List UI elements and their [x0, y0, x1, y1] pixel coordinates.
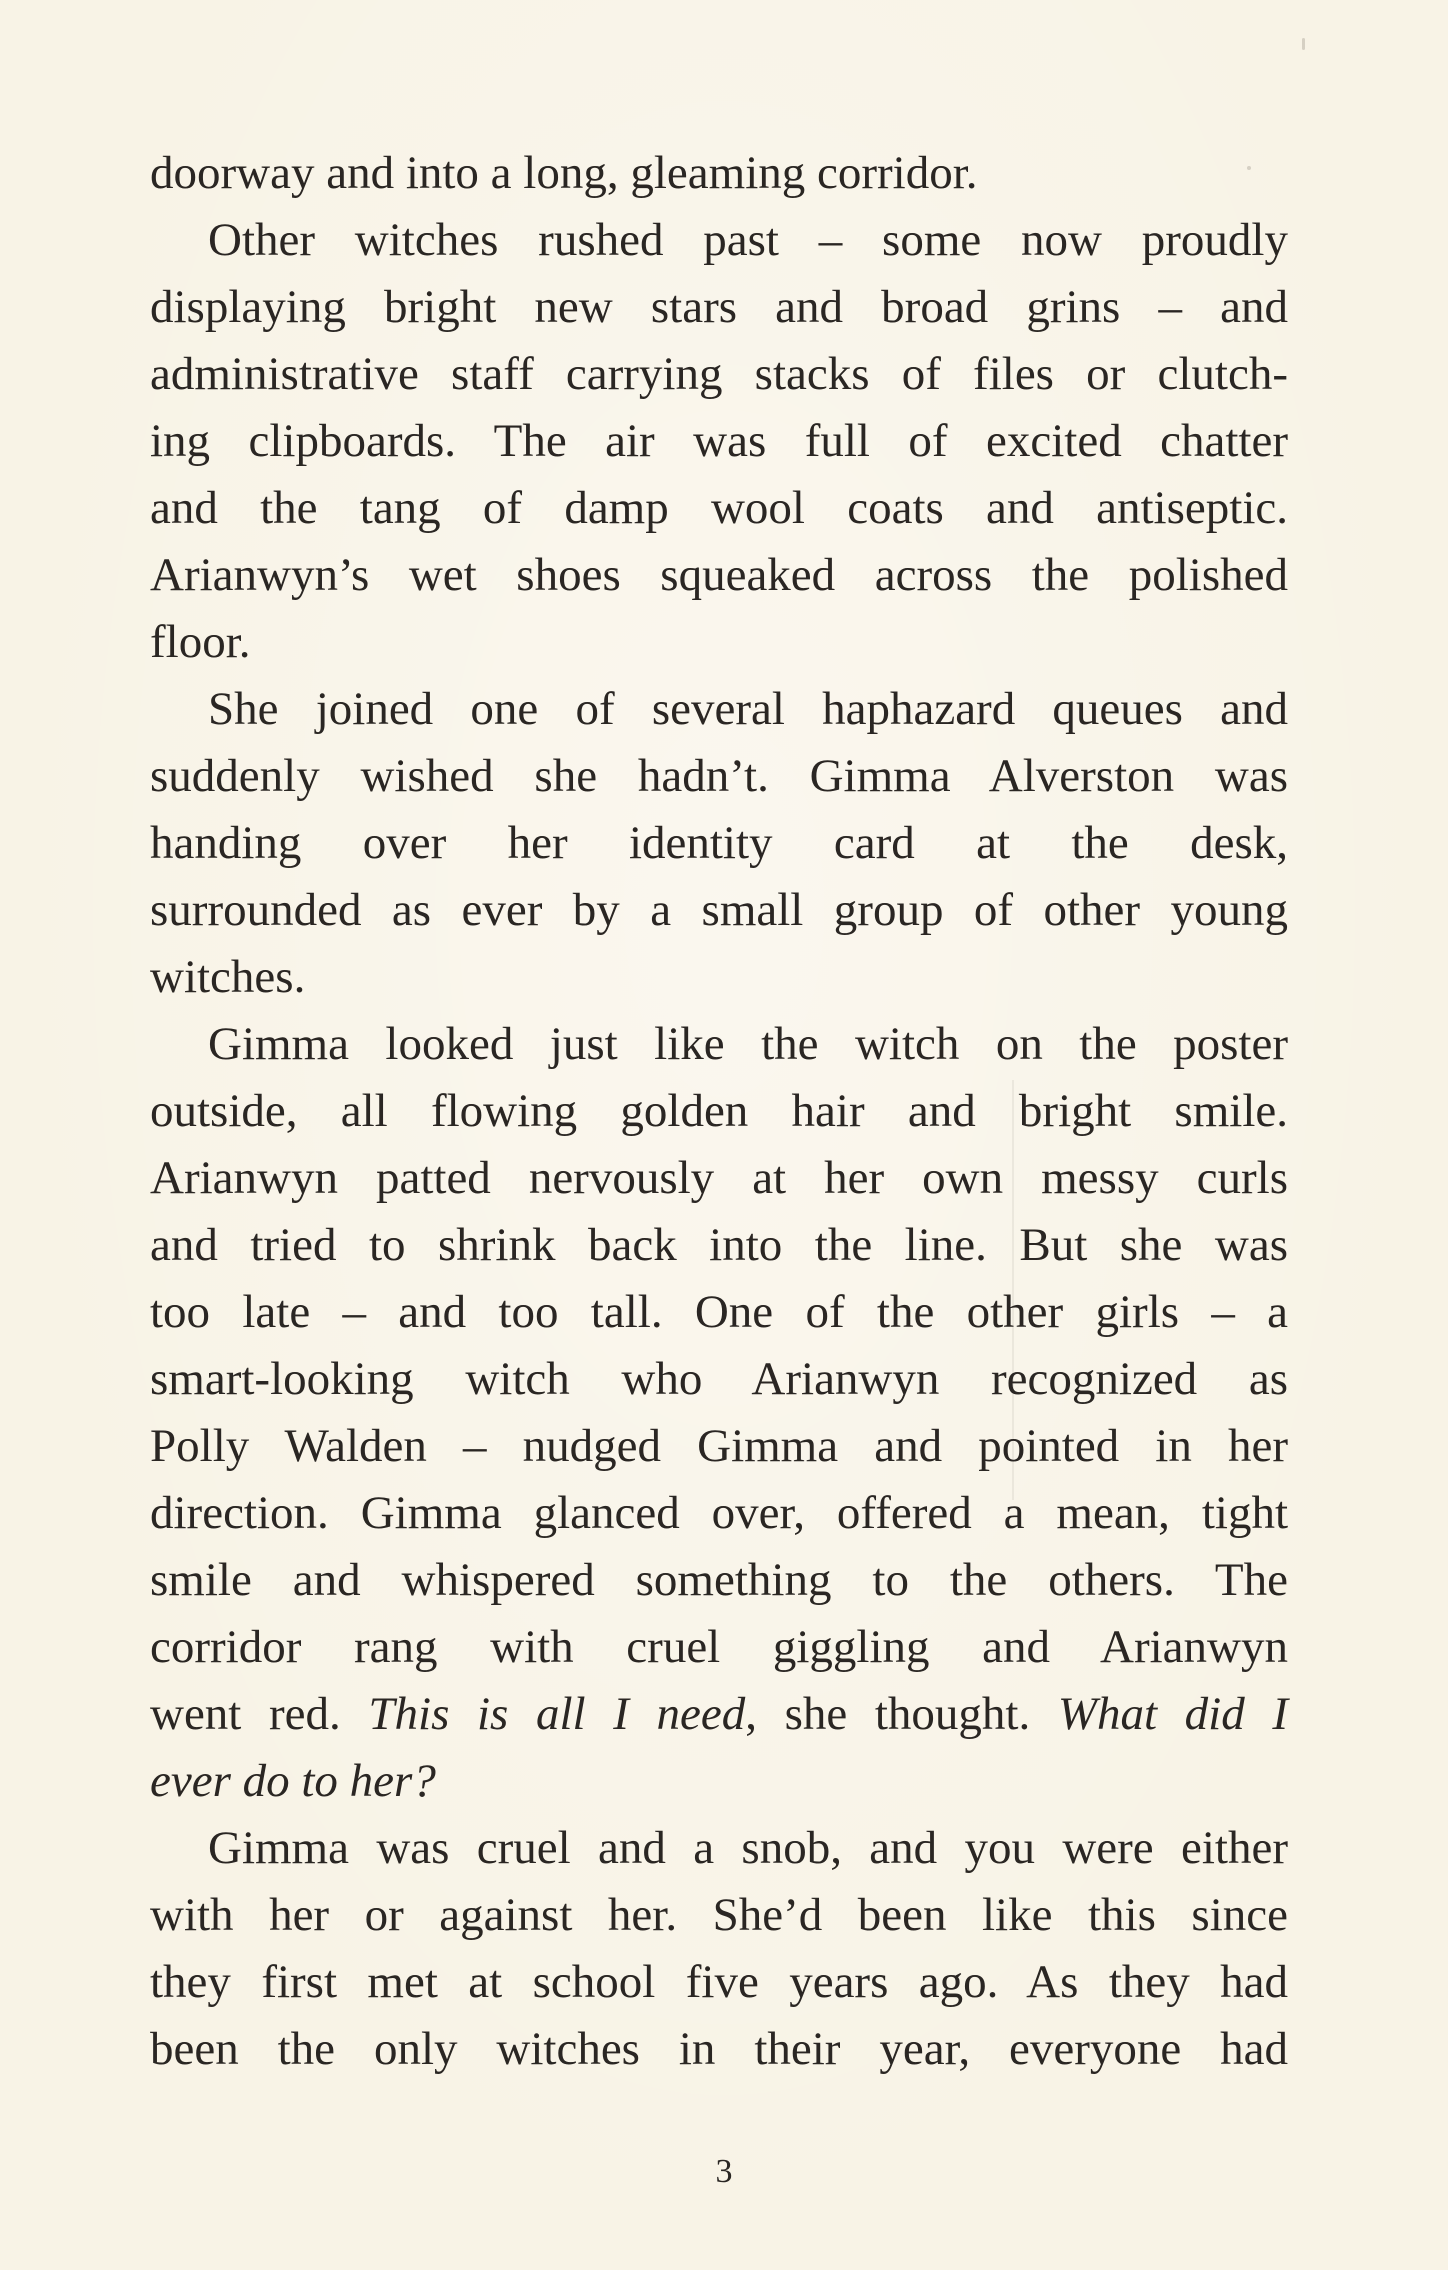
text-line: She joined one of several haphazard queues and [208, 683, 1288, 735]
text-line: smart-looking witch who Arianwyn recognized as [150, 1353, 1288, 1405]
text-line [150, 1748, 1288, 1815]
paragraph [150, 1011, 1288, 1815]
paragraph [150, 207, 1288, 676]
text-line: with her or against her. She’d been like this since [150, 1889, 1288, 1941]
italic-text: ever do to her? [150, 1755, 436, 1807]
text-line: direction. Gimma glanced over, offered a mean, tight [150, 1487, 1288, 1539]
text-line: suddenly wished she hadn’t. Gimma Alverston was [150, 750, 1288, 802]
text-line: too late – and too tall. One of the other girls – a [150, 1286, 1288, 1338]
text-line: Polly Walden – nudged Gimma and pointed in her [150, 1420, 1288, 1472]
text-line: Arianwyn patted nervously at her own messy curls [150, 1152, 1288, 1204]
text-line: handing over her identity card at the desk, [150, 817, 1288, 869]
text-line: corridor rang with cruel giggling and Arianwyn [150, 1621, 1288, 1673]
text-line: they first met at school five years ago. As they had [150, 1956, 1288, 2008]
text-line: ing clipboards. The air was full of excited chatter [150, 415, 1288, 467]
text-line: displaying bright new stars and broad grins – and [150, 281, 1288, 333]
italic-text: What did I [1057, 1688, 1289, 1740]
text-line: outside, all flowing golden hair and bright smile. [150, 1085, 1288, 1137]
text-line: been the only witches in their year, everyone had [150, 2023, 1288, 2075]
text-line: Gimma was cruel and a snob, and you were either [208, 1822, 1288, 1874]
text-line: administrative staff carrying stacks of files or clutch- [150, 348, 1288, 400]
text-line: Other witches rushed past – some now proudly [208, 214, 1288, 266]
paper-speck [1302, 38, 1305, 50]
text-segment: went red. [150, 1688, 369, 1740]
page-number: 3 [715, 2153, 733, 2190]
text-line: smile and whispered something to the others. The [150, 1554, 1288, 1606]
text-line: and the tang of damp wool coats and antiseptic. [150, 482, 1288, 534]
italic-text: This is all I need [368, 1688, 746, 1740]
body-text [150, 140, 1288, 2083]
text-line: witches. [150, 951, 306, 1003]
paragraph [150, 676, 1288, 1011]
text-line: floor. [150, 616, 251, 668]
text-line: doorway and into a long, gleaming corridor. [150, 147, 978, 199]
text-line: and tried to shrink back into the line. But she was [150, 1219, 1288, 1271]
paragraph [150, 1815, 1288, 2083]
paragraph [150, 140, 1288, 207]
text-line [150, 1681, 1288, 1748]
text-line: Arianwyn’s wet shoes squeaked across the polished [150, 549, 1288, 601]
text-line: surrounded as ever by a small group of other young [150, 884, 1288, 936]
text-line: Gimma looked just like the witch on the poster [208, 1018, 1288, 1070]
text-segment: , she thought. [745, 1688, 1058, 1740]
